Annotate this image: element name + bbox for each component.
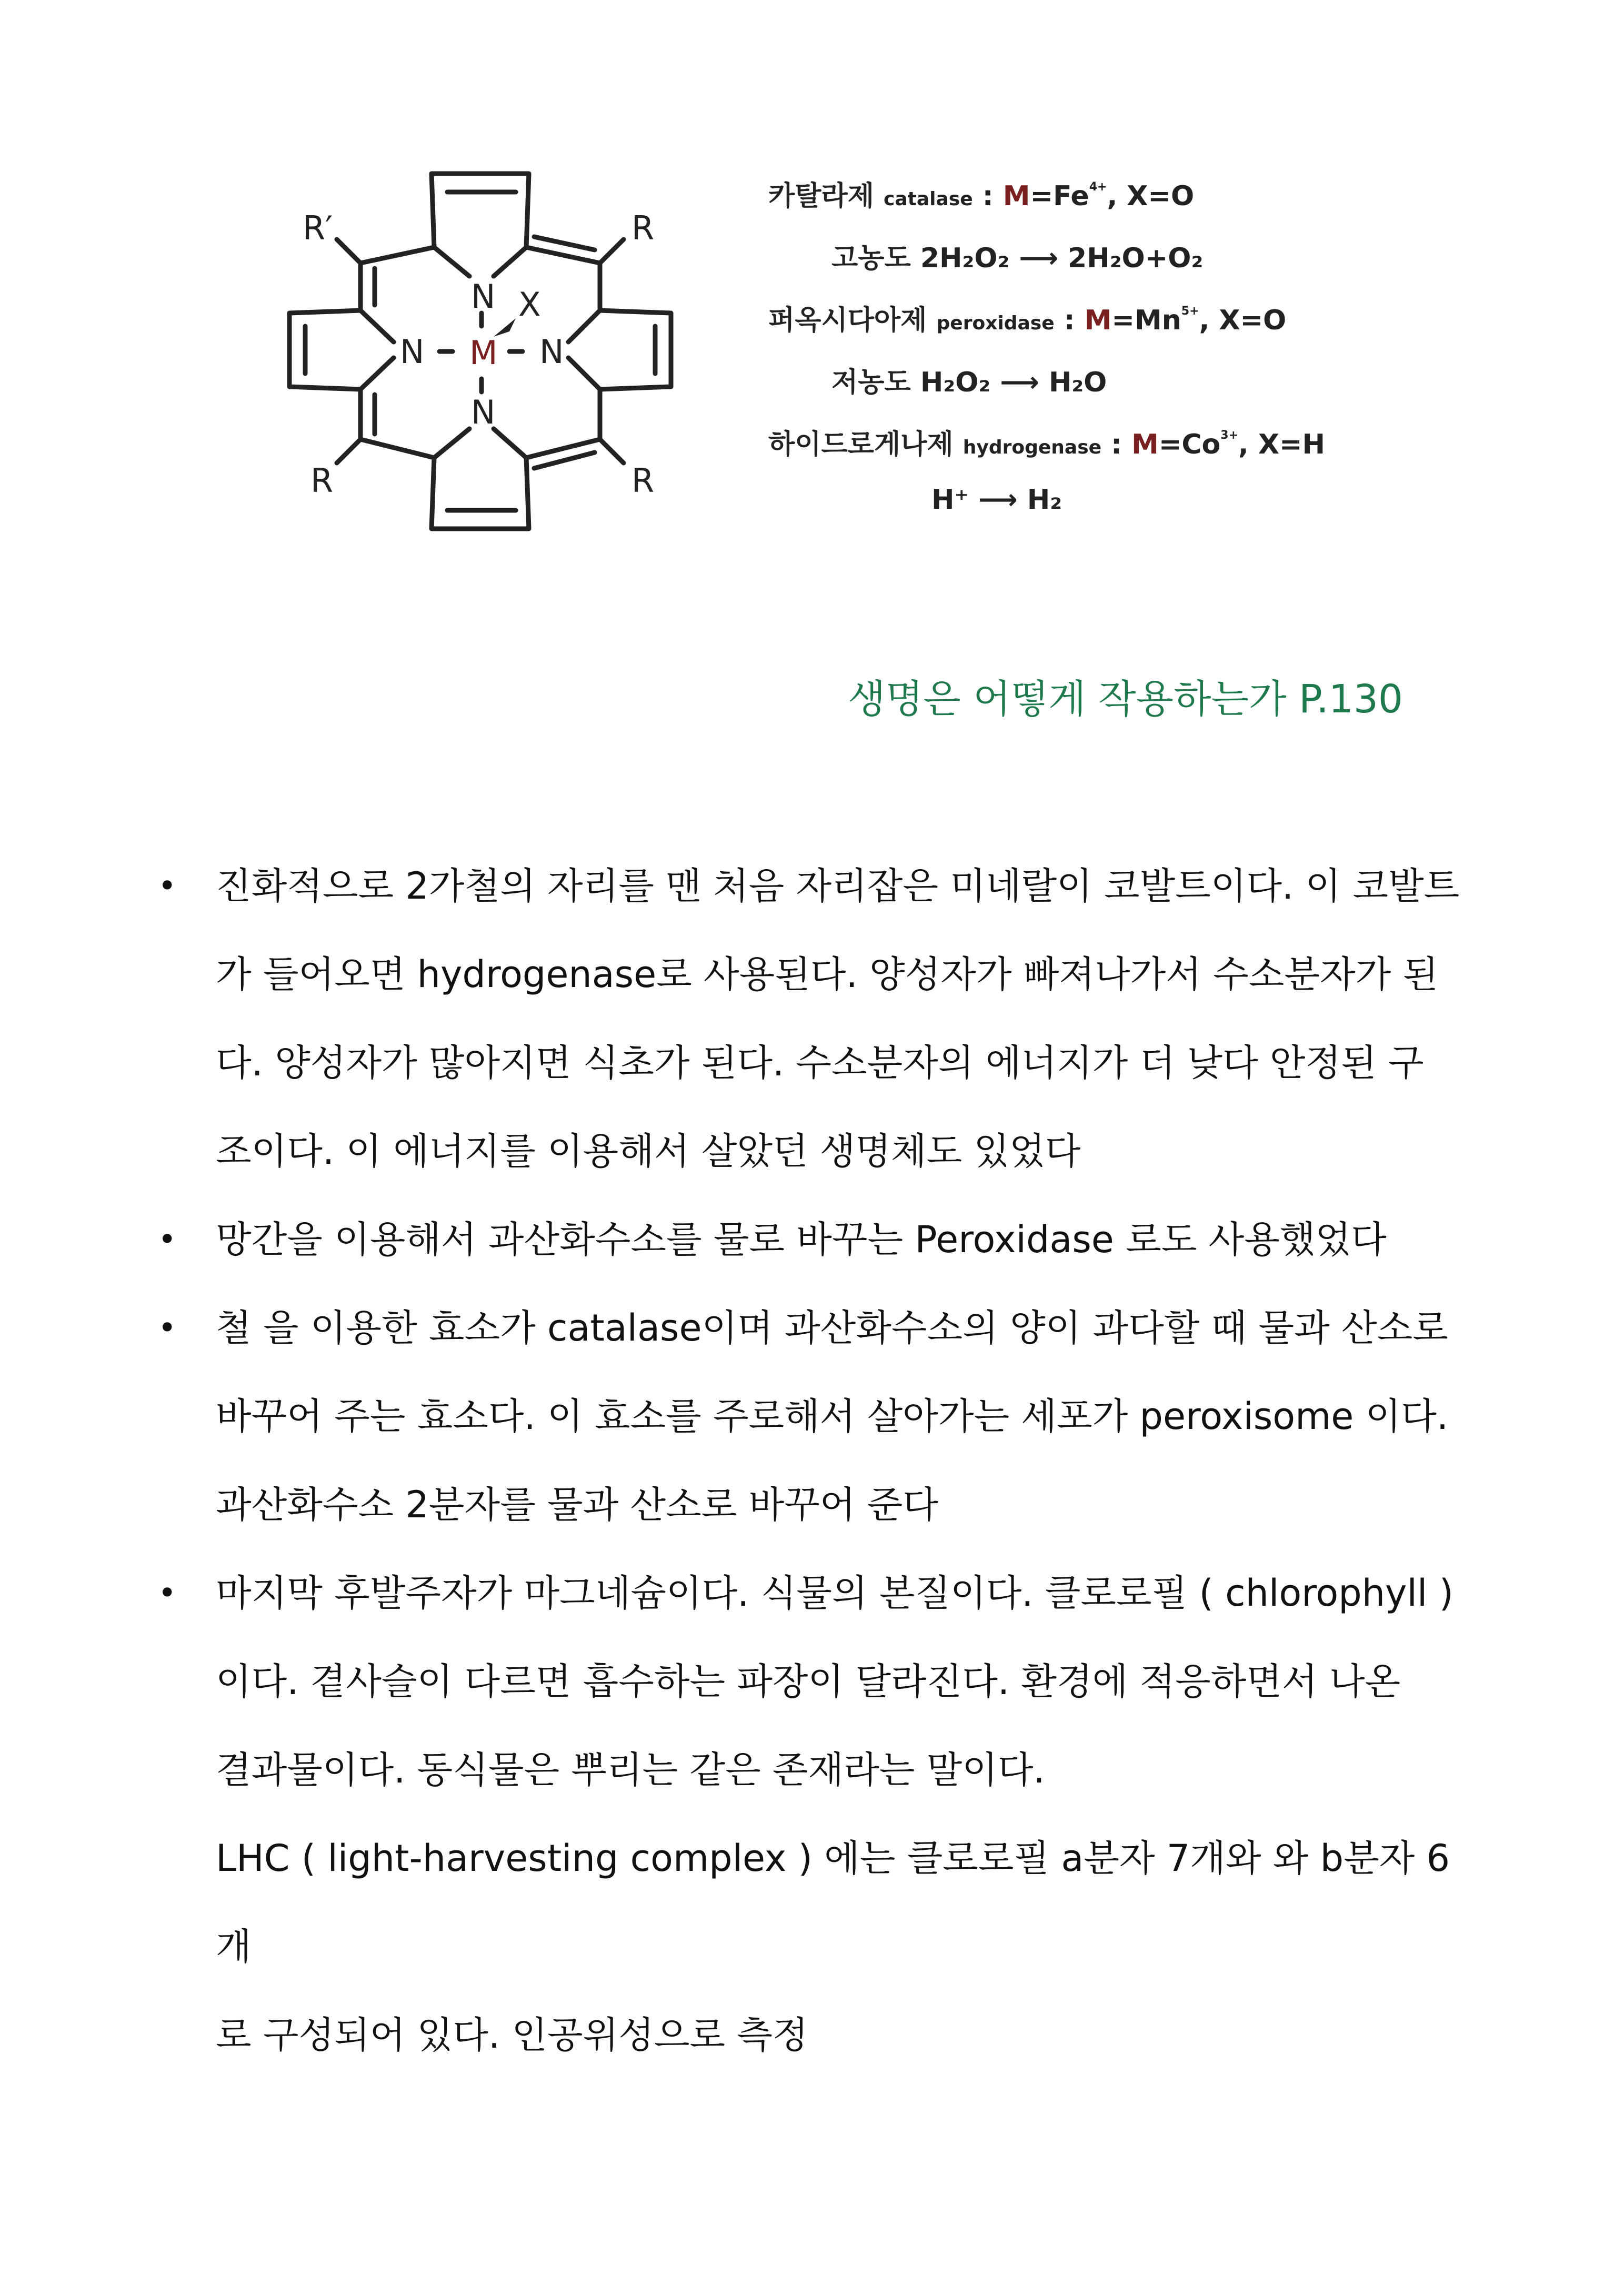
bullet-marker: • — [158, 868, 177, 904]
reaction-peroxidase — [768, 298, 1286, 337]
bullet-marker: • — [158, 1575, 177, 1612]
oxidation-state: 4+ — [1089, 180, 1107, 194]
label-n-top: N — [471, 277, 496, 316]
bullet-item — [153, 1549, 1479, 1814]
bullet-item — [153, 842, 1479, 1195]
label-n-left: N — [400, 333, 425, 371]
reaction-hydrogenase — [768, 422, 1325, 461]
reaction-equation: 2H₂O₂ ⟶ 2H₂O+O₂ — [920, 243, 1204, 274]
bond-bottom-pyrrole — [432, 458, 529, 529]
bond-left-pyrrole — [289, 310, 360, 389]
bullet-marker: • — [158, 1310, 177, 1346]
bullet-marker: • — [158, 1221, 177, 1258]
source-citation: 생명은 어떻게 작용하는가 P.130 — [848, 677, 1403, 722]
reaction-high-concentration — [831, 236, 1203, 275]
metal-symbol: M — [1084, 305, 1112, 336]
porphyrin-structure-diagram — [232, 105, 758, 600]
reaction-equation: H₂O₂ ⟶ H₂O — [920, 367, 1107, 398]
bullet-text: 진화적으로 2가철의 자리를 맨 처음 자리잡은 미네랄이 코발트이다. 이 코발트 가 들어오면 hydrogenase로 사용된다. 양성자가 빠져나가서 수소분자가 된 다. 양성자가 많아지면 식초가 된다. 수소분자의 에너지가 더 낮다 안정된 구 조이다. 이 에너지를 이용해서 살았던 생명체도 있었다 — [216, 864, 1460, 1173]
metal-identity: =Co — [1158, 429, 1221, 460]
label-n-bottom: N — [471, 393, 496, 431]
bullet-text: 마지막 후발주자가 마그네슘이다. 식물의 본질이다. 클로로필 ( chlorophyll ) 이다. 곁사슬이 다르면 흡수하는 파장이 달라진다. 환경에 적응하면서 나온 결과물이다. 동식물은 뿌리는 같은 존재라는 말이다. — [216, 1572, 1453, 1791]
label-ligand-x: X — [518, 285, 541, 324]
oxidation-state: 5+ — [1181, 305, 1199, 318]
bullet-item — [153, 1195, 1479, 1284]
ligand-identity: , X=O — [1199, 305, 1287, 336]
bond-right-pyrrole — [600, 310, 671, 389]
trailing-paragraph: LHC ( light-harvesting complex ) 에는 클로로필 a분자 7개와 와 b분자 6개 로 구성되어 있다. 인공위성으로 측정 — [216, 1837, 1450, 2057]
label-n-right: N — [539, 333, 564, 371]
label-r-top-right: R — [631, 209, 655, 247]
bullet-text: 망간을 이용해서 과산화수소를 물로 바꾸는 Peroxidase 로도 사용했었다 — [216, 1218, 1387, 1261]
label-r-bottom-left: R — [310, 461, 334, 500]
metal-identity: =Fe — [1030, 180, 1089, 212]
label-r-bottom-right: R — [631, 461, 655, 500]
separator: : — [1054, 305, 1085, 336]
bullet-item — [153, 1284, 1479, 1549]
reaction-proton-reduction — [931, 484, 1062, 516]
condition-label: 고농도 — [831, 243, 911, 274]
separator: : — [973, 180, 1003, 212]
condition-label: 저농도 — [831, 367, 911, 398]
metal-identity: =Mn — [1111, 305, 1181, 336]
reaction-equation: H⁺ ⟶ H₂ — [931, 484, 1062, 516]
bond-top-pyrrole — [432, 174, 529, 247]
metal-symbol: M — [1003, 180, 1030, 212]
porphyrin-figure — [232, 105, 1421, 600]
metal-symbol: M — [1131, 429, 1159, 460]
enzyme-reaction-list — [768, 174, 1421, 595]
label-metal-m: M — [469, 334, 498, 372]
enzyme-name-ko: 카탈라제 — [768, 180, 874, 212]
enzyme-name-en: hydrogenase — [963, 437, 1102, 458]
bullet-list — [153, 842, 1479, 2079]
reaction-catalase — [768, 174, 1194, 213]
reaction-low-concentration — [831, 360, 1107, 399]
label-r-prime: R′ — [303, 209, 333, 247]
enzyme-name-en: peroxidase — [936, 313, 1055, 334]
enzyme-name-en: catalase — [884, 188, 973, 210]
oxidation-state: 3+ — [1220, 429, 1239, 442]
enzyme-name-ko: 퍼옥시다아제 — [768, 305, 927, 336]
separator: : — [1101, 429, 1132, 460]
ligand-identity: , X=H — [1238, 429, 1326, 460]
ligand-identity: , X=O — [1107, 180, 1195, 212]
enzyme-name-ko: 하이드로게나제 — [768, 429, 954, 460]
bullet-text: 철 을 이용한 효소가 catalase이며 과산화수소의 양이 과다할 때 물과 산소로 바꾸어 주는 효소다. 이 효소를 주로해서 살아가는 세포가 peroxisome 이다. 과산화수소 2분자를 물과 산소로 바꾸어 준다 — [216, 1306, 1449, 1526]
